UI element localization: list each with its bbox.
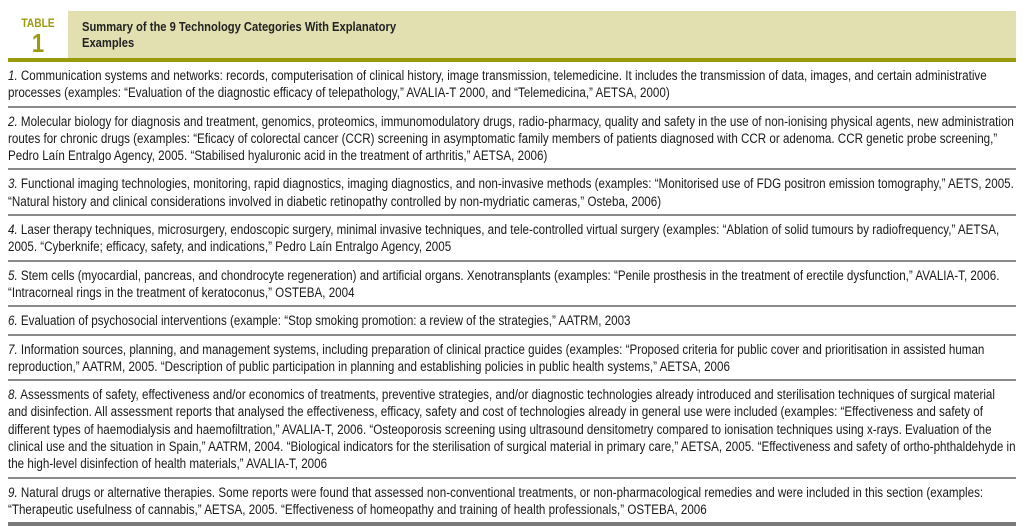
table-row	[8, 336, 1016, 382]
table-number: 1	[31, 28, 45, 58]
row-content	[8, 386, 1016, 472]
row-number: 3.	[8, 176, 18, 192]
table-header	[8, 11, 1016, 62]
table-body	[8, 62, 1016, 526]
row-number: 2.	[8, 113, 18, 129]
table-row	[8, 216, 1016, 262]
row-content	[8, 67, 1016, 102]
title-band	[68, 11, 1016, 58]
row-number: 7.	[8, 341, 18, 357]
row-text: Communication systems and networks: records, computerisation of clinical history, image transmission, telemedicine. It includes the transmission of data, images, and certain administrative processes (examples: “Evaluation of the diagnostic efficacy of telepathology,” AVALIA-T 2000, and “Telemedicina,” AETSA, 2000)	[8, 68, 987, 101]
row-text: Natural drugs or alternative therapies. Some reports were found that assessed non-conventional treatments, or non-pharmacological remedies and were included in this section (examples: “Therapeutic usefulness of cannabis,” AETSA, 2005. “Effectiveness of homeopathy and training of health professionals,” OSTEBA, 2006	[8, 484, 984, 517]
row-content	[8, 312, 1016, 329]
row-text: Stem cells (myocardial, pancreas, and chondrocyte regeneration) and artificial organs. Xenotransplants (examples: “Penile prosthesis in the treatment of erectile dysfunction,” AVALIA-T, 2006. “Intracorneal rings in the treatment of keratoconus,” OSTEBA, 2004	[8, 267, 1000, 300]
table-row	[8, 108, 1016, 171]
row-text: Molecular biology for diagnosis and treatment, genomics, proteomics, immunomodulatory drugs, radio-pharmacy, quality and safety in the use of non-ionising physical agents, new administration routes for chronic drugs (examples: “Eficacy of colorectal cancer (CCR) screening in asymptomatic family members of patients diagnosed with CCR or adenoma. CCR genetic probe screening,” Pedro Laín Entralgo Agency, 2005. “Stabilised hyaluronic acid in the treatment of arthritis,” AETSA, 2006)	[8, 113, 1014, 164]
row-text: Information sources, planning, and management systems, including preparation of clinical practice guides (examples: “Proposed criteria for public cover and prioritisation in assisted human reproduction,” AATRM, 2005. “Description of public participation in planning and establishing policies in public health systems,” AETSA, 2006	[8, 341, 985, 374]
row-number: 1.	[8, 68, 18, 83]
table-row	[8, 307, 1016, 335]
table-label-word: TABLE	[21, 16, 55, 30]
row-content	[8, 267, 1016, 302]
row-content	[8, 341, 1016, 376]
row-text: Evaluation of psychosocial interventions (example: “Stop smoking promotion: a review of the strategies,” AATRM, 2003	[17, 313, 631, 329]
row-text: Functional imaging technologies, monitoring, rapid diagnostics, imaging diagnostics, and non-invasive methods (examples: “Monitorised use of FDG positron emission tomography,” AETS, 2005. “Natural history and clinical considerations involved in diabetic retinopathy controlled by non-mydriatic cameras,” Osteba, 2006)	[8, 176, 1014, 209]
row-number: 9.	[8, 484, 18, 500]
row-number: 4.	[8, 222, 18, 238]
technology-categories-table	[8, 11, 1016, 526]
table-row	[8, 262, 1016, 308]
table-row	[8, 170, 1016, 216]
row-number: 5.	[8, 267, 18, 283]
row-text: Assessments of safety, effectiveness and/or economics of treatments, preventive strategies, and/or diagnostic technologies already introduced and sterilisation techniques of surgical material and disinfection. All assessment reports that analysed the effectiveness, efficacy, safety and cost of technologies already in general use were included (examples: “Effectiveness and safety of different types of haemodialysis and haemofiltration,” AVALIA-T, 2006. “Osteoporosis screening using ultrasound densitometry compared to ionisation techniques using x-rays. Evaluation of the clinical use and the situation in Spain,” AATRM, 2004. “Biological indicators for the sterilisation of surgical material in primary care,” AETSA, 2005. “Effectiveness and safety of ortho-phthaldehyde in the high-level disinfection of health materials,” AVALIA-T, 2006	[8, 387, 1016, 472]
row-number: 6.	[8, 313, 18, 329]
table-title: Summary of the 9 Technology Categories With Explanatory Examples	[82, 19, 397, 50]
row-number: 8.	[8, 387, 18, 403]
row-content	[8, 113, 1016, 165]
row-content	[8, 221, 1016, 256]
row-text: Laser therapy techniques, microsurgery, endoscopic surgery, minimal invasive techniques, and tele-controlled virtual surgery (examples: “Ablation of solid tumours by radiofrequency,” AETSA, 2005. “Cyberknife; efficacy, safety, and indications,” Pedro Laín Entralgo Agency, 2005	[8, 222, 1000, 255]
table-row	[8, 479, 1016, 526]
row-content	[8, 175, 1016, 210]
table-label	[8, 11, 68, 58]
table-row	[8, 62, 1016, 108]
row-content	[8, 484, 1016, 519]
table-row	[8, 381, 1016, 478]
